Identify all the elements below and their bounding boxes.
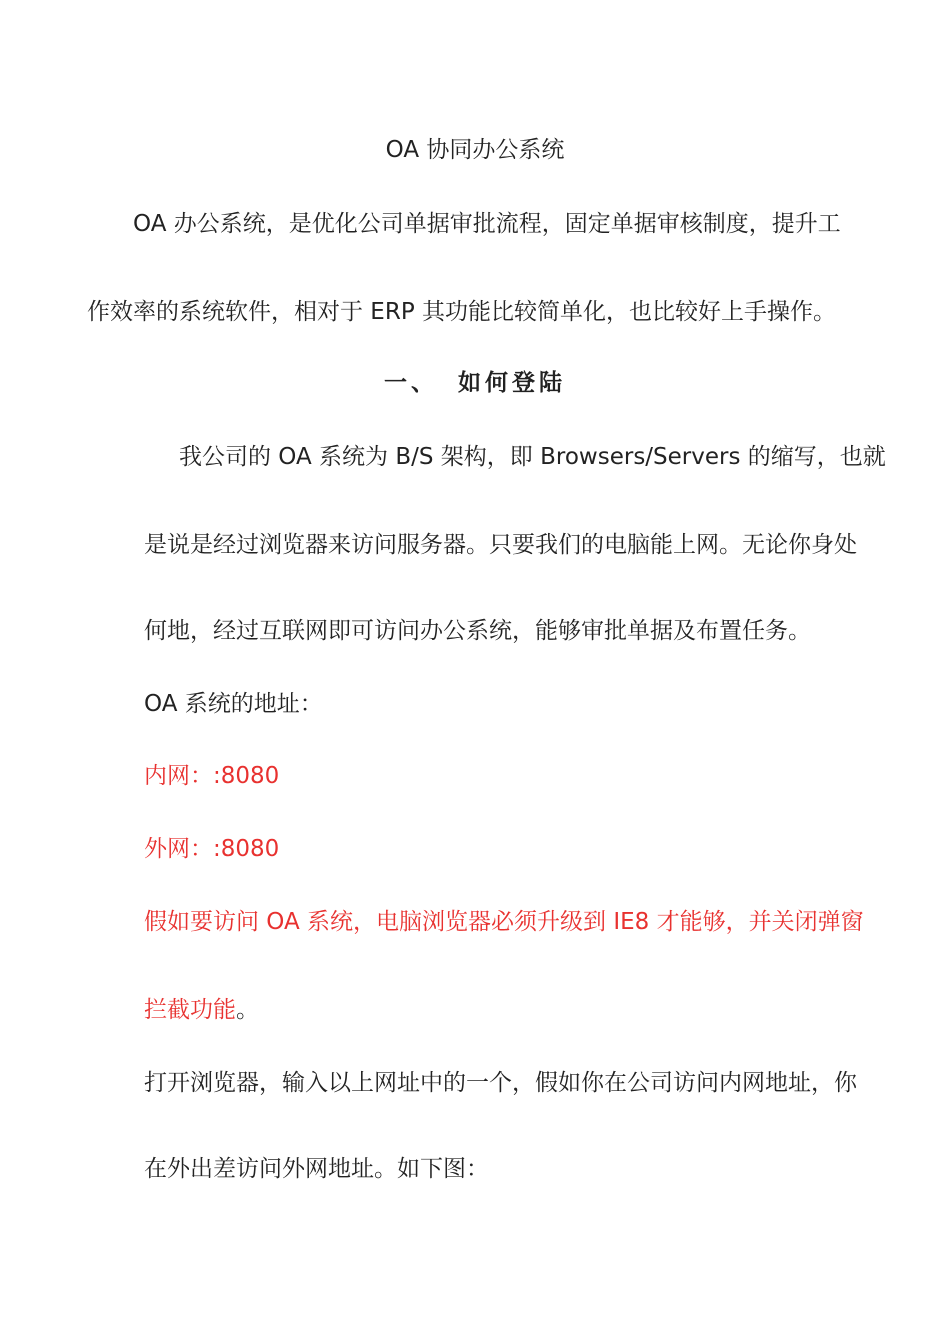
instructions-line-1: 打开浏览器，输入以上网址中的一个，假如你在公司访问内网地址，你 — [144, 1070, 857, 1096]
section-number: 一、 — [384, 370, 438, 396]
intranet-address: 内网：:8080 — [144, 763, 280, 789]
document-title: OA 协同办公系统 — [385, 137, 565, 163]
architecture-line-1: 我公司的 OA 系统为 B/S 架构，即 Browsers/Servers 的缩写，也就 — [179, 444, 886, 470]
section-title: 如何登陆 — [458, 370, 566, 396]
intro-line-1: OA 办公系统，是优化公司单据审批流程，固定单据审核制度，提升工 — [133, 211, 841, 237]
intro-line-2: 作效率的系统软件，相对于 ERP 其功能比较简单化，也比较好上手操作。 — [87, 299, 837, 325]
browser-warning-line-1: 假如要访问 OA 系统，电脑浏览器必须升级到 IE8 才能够，并关闭弹窗 — [144, 909, 864, 935]
popup-blocker-text: 拦截功能 — [144, 997, 236, 1023]
architecture-line-3: 何地，经过互联网即可访问办公系统，能够审批单据及布置任务。 — [144, 618, 811, 644]
section-heading — [0, 367, 950, 399]
extranet-address: 外网：:8080 — [144, 836, 280, 862]
address-label: OA 系统的地址： — [144, 691, 323, 717]
browser-warning-line-2 — [144, 994, 259, 1026]
period: 。 — [236, 997, 259, 1023]
instructions-line-2: 在外出差访问外网地址。如下图： — [144, 1156, 489, 1182]
architecture-line-2: 是说是经过浏览器来访问服务器。只要我们的电脑能上网。无论你身处 — [144, 532, 857, 558]
